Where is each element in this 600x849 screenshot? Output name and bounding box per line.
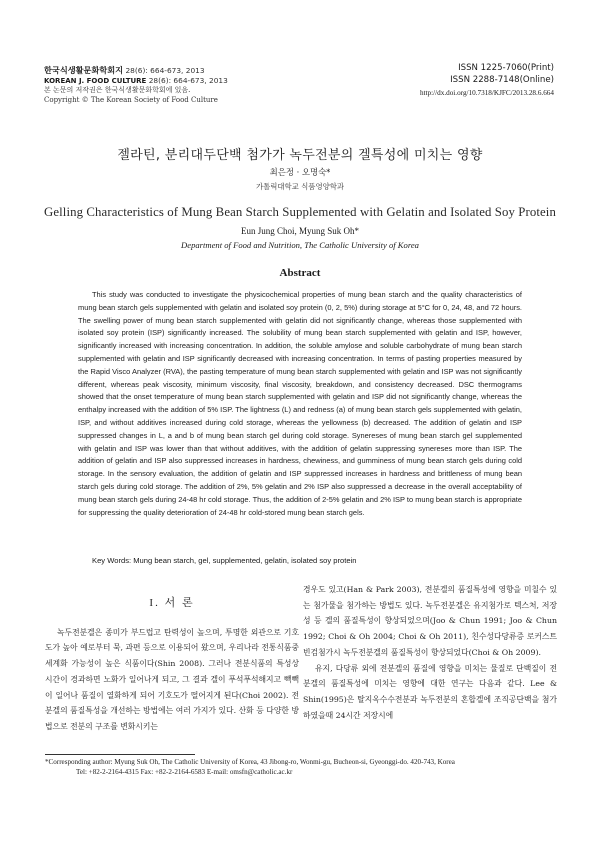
journal-name-ko: 한국식생활문화학회지	[44, 65, 124, 75]
journal-name-en: KOREAN J. FOOD CULTURE	[44, 76, 147, 85]
issn-block	[420, 62, 554, 99]
body-column-right	[303, 582, 557, 723]
footnote-divider	[45, 754, 195, 755]
abstract-text: This study was conducted to investigate the physicochemical properties of mung bean starch and the quality characteristics of mung bean starch gels supplemented with gelatin and isolated soy protein (0, 2, 5%) during storage at 5°C for 0, 24, 48, and 72 hours. The swelling power of mung bean starch supplemented with gelatin did not significantly change, whereas those supplemented with isolated soy protein (ISP) significantly increased. The solubility of mung bean starch supplemented with gelatin and ISP, however, significantly increased with increasing concentration. In addition, the soluble amylose and soluble carbohydrate of mung bean starch supplemented with gelatin and ISP significantly decreased with increasing concentration. In terms of pasting properties measured by the Rapid Visco Analyzer (RVA), the pasting temperature of mung bean starch supplemented with gelatin and ISP was not significantly different, whereas peak viscosity, minimum viscosity, final viscosity, breakdown, and consistency decreased. DSC thermograms showed that the onset temperature of mung bean starch supplemented with gelatin and ISP did not significantly change, whereas the enthalpy increased with the addition of 5% ISP. The lightness (L) and redness (a) of mung bean starch gels supplemented with gelatin, ISP, and without additives increased during cold storage, whereas the yellowness (b) decreased. The addition of gelatin and ISP suppressed changes in L, a and b of mung bean starch gel during cold storage. Synereses of mung bean starch gel supplemented with gelatin and ISP was lower than that without additives, with the addition of gelatin suppressing synereses more than ISP. The addition of gelatin and ISP also suppressed increases in hardness, chewiness, and gumminess of mung bean starch gels during cold storage. In the sensory evaluation, the addition of gelatin and ISP suppressed increases in hardness and brittleness of mung bean starch gels during cold storage. The addition of 2%, 5% gelatin and 2% ISP also suppressed a decrease in the overall acceptability of mung bean starch gels during 24-48 hr cold storage. Thus, the addition of 2-5% gelatin and 2% ISP to mung bean starch is appropriate for suppressing the quality deterioration of 24-48 hr cold-stored mung bean starch gels.	[78, 290, 522, 517]
journal-volume-ko: 28(6): 664-673, 2013	[125, 66, 205, 75]
intro-paragraph-2: 유지, 다당류 외에 전분겔의 품질에 영향을 미치는 물질로 단백질이 전분겔의 품질특성에 미치는 영향에 대한 연구는 다음과 같다. Lee & Shin(1995)은 탈지옥수수전분과 녹두전분의 혼합겔에 조직공단백을 첨가하였을때 24시간 저장시에	[303, 663, 557, 720]
footnote-contact: Tel: +82-2-2164-4315 Fax: +82-2-2164-6583 E-mail: omsfn@catholic.ac.kr	[76, 768, 293, 777]
journal-volume-en: 28(6): 664-673, 2013	[148, 75, 228, 85]
journal-name-ko-line	[44, 66, 228, 76]
corresponding-author-footnote	[45, 757, 555, 778]
keywords: Key Words: Mung bean starch, gel, supplemented, gelatin, isolated soy protein	[92, 556, 357, 565]
authors-en: Eun Jung Choi, Myung Suk Oh*	[240, 226, 359, 236]
body-column-left	[45, 582, 299, 735]
abstract-heading: Abstract	[279, 267, 321, 279]
doi-link[interactable]: http://dx.doi.org/10.7318/KJFC/2013.28.6.664	[419, 89, 554, 98]
copyright-notice: Copyright © The Korean Society of Food Culture	[44, 95, 218, 104]
authors-ko: 최은정 · 오명숙*	[269, 167, 331, 177]
issn-print: ISSN 1225-7060(Print)	[458, 63, 554, 73]
intro-paragraph-1-continued: 경우도 있고(Han & Park 2003), 전분겔의 품질특성에 영향을 미칠수 있는 첨가물을 첨가하는 방법도 있다. 녹두전분겔은 유지첨가로 텍스처, 저장성 등 겔의 품질특성이 향상되었으며(Joo & Chun 1991; Joo & Chun 1992; Choi & Oh 2004; Choi & Oh 2011), 친수성다당류증 로커스트빈검첨가시 녹두전분겔의 품질특성이 향상되었다(Choi & Oh 2009).	[303, 585, 557, 657]
journal-name-en-line	[44, 76, 228, 87]
section-title-introduction: I. 서 론	[149, 597, 195, 609]
affiliation-en: Department of Food and Nutrition, The Catholic University of Korea	[181, 240, 419, 250]
article-title-en: Gelling Characteristics of Mung Bean Starch Supplemented with Gelatin and Isolated Soy Protein	[44, 205, 556, 219]
issn-online: ISSN 2288-7148(Online)	[450, 75, 554, 86]
journal-header	[44, 66, 228, 105]
copyright-notice-ko: 본 논문의 저작권은 한국식생활문화학회에 있음.	[44, 86, 191, 95]
intro-paragraph-1: 녹두전분겔은 종미가 부드럽고 탄력성이 높으며, 투명한 외관으로 기호도가 높아 예로부터 묵, 과편 등으로 이용되어 왔으며, 우리나라 전통식품중 세계화 가능성이 높은 식품이다(Shin 2008). 그러나 전분식품의 특성상 시간이 경과하면 노화가 일어나게 되고, 그 결과 겔이 푸석푸석해지고 빽빽이 일어나 품질이 열화하게 되어 기호도가 떨어지게 된다(Choi 2002). 전분겔의 품질특성을 개선하는 방법에는 여러 가지가 있다. 산화 등 다양한 방법으로 전분의 구조를 변화시키는	[45, 627, 299, 731]
affiliation-ko: 가톨릭대학교 식품영양학과	[255, 182, 345, 191]
footnote-address: *Corresponding author: Myung Suk Oh, The Catholic University of Korea, 43 Jibong-ro, Wonmi-gu, Bucheon-si, Gyeonggi-do. 420-743, Korea	[45, 758, 455, 766]
article-title-ko: 젤라틴, 분리대두단백 첨가가 녹두전분의 겔특성에 미치는 영향	[117, 148, 483, 163]
